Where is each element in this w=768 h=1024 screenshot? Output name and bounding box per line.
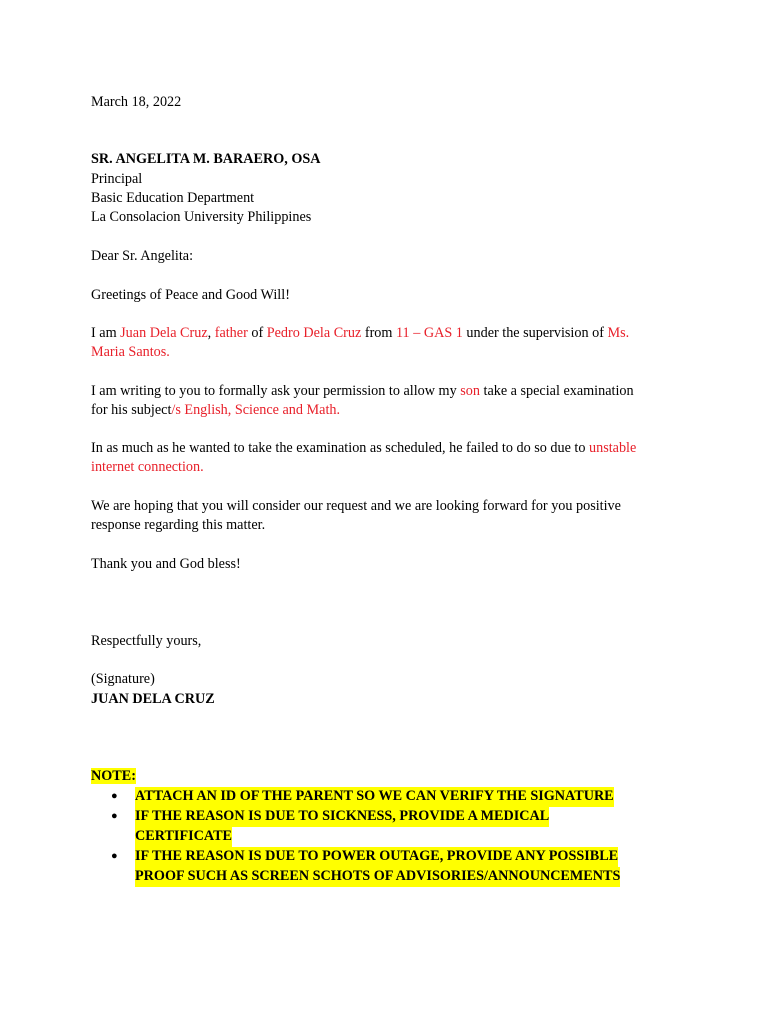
signature-placeholder: (Signature) — [91, 671, 155, 687]
signatory-name: JUAN DELA CRUZ — [91, 691, 215, 707]
paragraph-2-line-2: for his subject/s English, Science and Math. — [91, 402, 341, 418]
bullet-icon: ● — [111, 810, 118, 822]
thanks: Thank you and God bless! — [91, 556, 241, 572]
recipient-institution: La Consolacion University Philippines — [91, 209, 312, 225]
child-relation: son — [460, 383, 480, 399]
paragraph-1-line-1: I am Juan Dela Cruz, father of Pedro Dela Cruz from 11 – GAS 1 under the supervision of Ms. — [91, 325, 630, 341]
paragraph-4-line-1: We are hoping that you will consider our request and we are looking forward for you positive — [91, 498, 621, 514]
bullet-icon: ● — [111, 790, 118, 802]
paragraph-2-line-1: I am writing to you to formally ask your permission to allow my son take a special examination — [91, 383, 634, 399]
paragraph-3-line-1: In as much as he wanted to take the examination as scheduled, he failed to do so due to unstable — [91, 440, 637, 456]
letter-date: March 18, 2022 — [91, 94, 182, 110]
note-label: NOTE: — [91, 768, 136, 784]
subjects: /s English, Science and Math. — [171, 402, 341, 418]
reason-start: unstable — [589, 440, 637, 456]
paragraph-4-line-2: response regarding this matter. — [91, 517, 266, 533]
closing: Respectfully yours, — [91, 633, 202, 649]
relation: father — [214, 325, 248, 341]
adviser-prefix: Ms. — [607, 325, 630, 341]
adviser-name: Maria Santos. — [91, 344, 170, 360]
recipient-department: Basic Education Department — [91, 190, 255, 206]
parent-name: Juan Dela Cruz — [120, 325, 208, 341]
student-name: Pedro Dela Cruz — [266, 325, 362, 341]
salutation: Dear Sr. Angelita: — [91, 248, 194, 264]
greeting: Greetings of Peace and Good Will! — [91, 287, 290, 303]
reason-end: internet connection. — [91, 459, 204, 475]
section: 11 – GAS 1 — [395, 325, 463, 341]
bullet-icon: ● — [111, 850, 118, 862]
recipient-name: SR. ANGELITA M. BARAERO, OSA — [91, 151, 321, 167]
recipient-title: Principal — [91, 171, 143, 187]
